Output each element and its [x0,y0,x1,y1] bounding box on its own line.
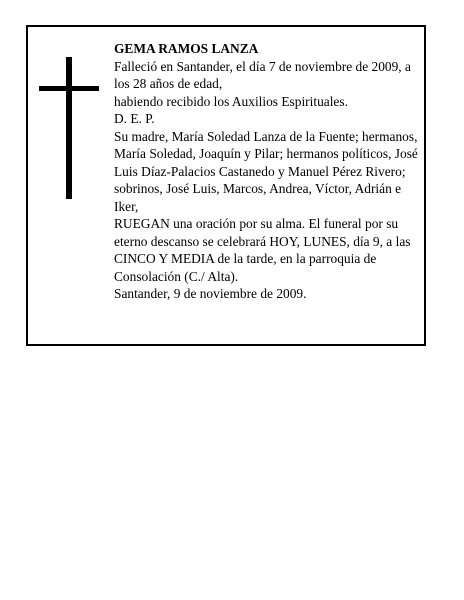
rip-line: D. E. P. [114,111,155,126]
cross-icon [39,57,99,199]
deceased-name: GEMA RAMOS LANZA [114,41,259,56]
cross-horizontal-bar [39,86,99,91]
notice-text [114,40,422,303]
cross-vertical-bar [66,57,72,199]
death-info: Falleció en Santander, el día 7 de noviembre de 2009, a los 28 años de edad, [114,58,411,91]
place-date: Santander, 9 de noviembre de 2009. [114,286,307,301]
sacraments-line: habiendo recibido los Auxilios Espirituales. [114,93,348,109]
family-list: Su madre, María Soledad Lanza de la Fuente; hermanos, María Soledad, Joaquín y Pilar; hermanos políticos, José Luis Díaz-Palacios Castanedo y Manuel Pérez Rivero; sobrinos, José Luis, Marcos, Andrea, Víctor, Adrián e Iker, [114,128,418,214]
obituary-notice [26,25,426,346]
funeral-request: RUEGAN una oración por su alma. El funeral por su eterno descanso se celebrará HOY, LUNES, día 9, a las CINCO Y MEDIA de la tarde, en la parroquia de Consolación (C./ Alta). [114,216,411,284]
